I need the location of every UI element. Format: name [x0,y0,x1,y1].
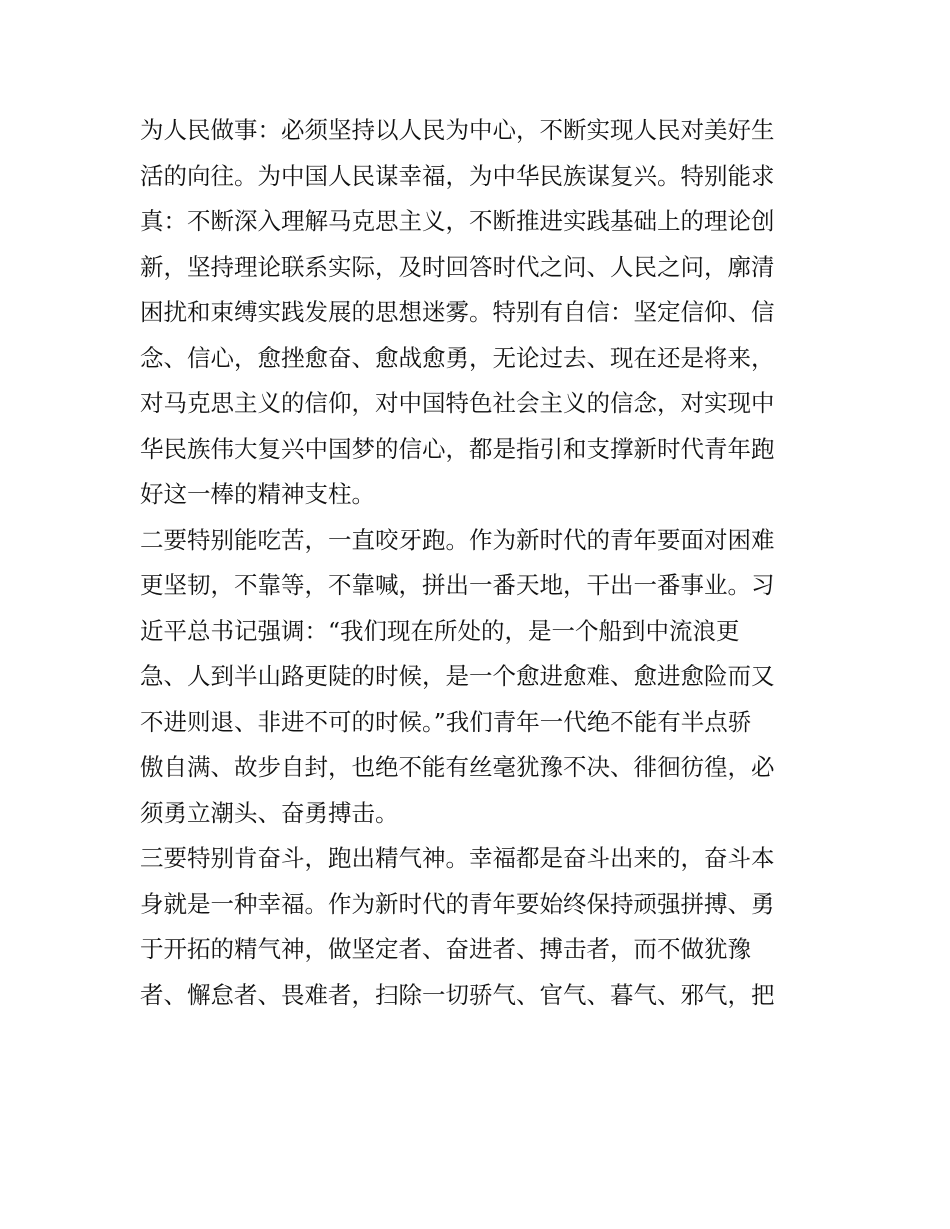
text-line: 真：不断深入理解马克思主义，不断推进实践基础上的理论创 [140,207,775,235]
text-line: 不进则退、非进不可的时候。”我们青年一代绝不能有半点骄 [140,707,752,736]
text-line: 二要特别能吃苦，一直咬牙跑。作为新时代的青年要面对困难 [140,525,775,554]
text-line: 更坚韧，不靠等，不靠喊，拼出一番天地，干出一番事业。习 [140,571,775,599]
text-line: 为人民做事：必须坚持以人民为中心，不断实现人民对美好生 [140,116,775,144]
text-line: 近平总书记强调：“我们现在所处的，是一个船到中流浪更 [140,616,740,645]
text-line: 新，坚持理论联系实际，及时回答时代之问、人民之问，廓清 [140,252,775,281]
text-line: 好这一棒的精神支柱。 [140,480,375,508]
text-line: 急、人到半山路更陡的时候，是一个愈进愈难、愈进愈险而又 [140,662,775,690]
text-line: 困扰和束缚实践发展的思想迷雾。特别有自信：坚定信仰、信 [140,298,775,326]
text-line: 傲自满、故步自封，也绝不能有丝毫犹豫不决、徘徊彷徨，必 [140,753,775,781]
text-line: 念、信心，愈挫愈奋、愈战愈勇，无论过去、现在还是将来， [140,343,775,372]
text-line: 者、懈怠者、畏难者，扫除一切骄气、官气、暮气、邪气，把 [140,980,775,1009]
text-line: 三要特别肯奋斗，跑出精气神。幸福都是奋斗出来的，奋斗本 [140,844,775,872]
text-line: 身就是一种幸福。作为新时代的青年要始终保持顽强拼搏、勇 [140,889,775,918]
text-line: 对马克思主义的信仰，对中国特色社会主义的信念，对实现中 [140,389,775,417]
text-line: 于开拓的精气神，做坚定者、奋进者、搏击者，而不做犹豫 [140,935,751,963]
body-text [140,108,820,1018]
text-line: 活的向往。为中国人民谋幸福，为中华民族谋复兴。特别能求 [140,161,775,190]
text-line: 须勇立潮头、奋勇搏击。 [140,798,399,827]
text-line: 华民族伟大复兴中国梦的信心，都是指引和支撑新时代青年跑 [140,434,775,463]
